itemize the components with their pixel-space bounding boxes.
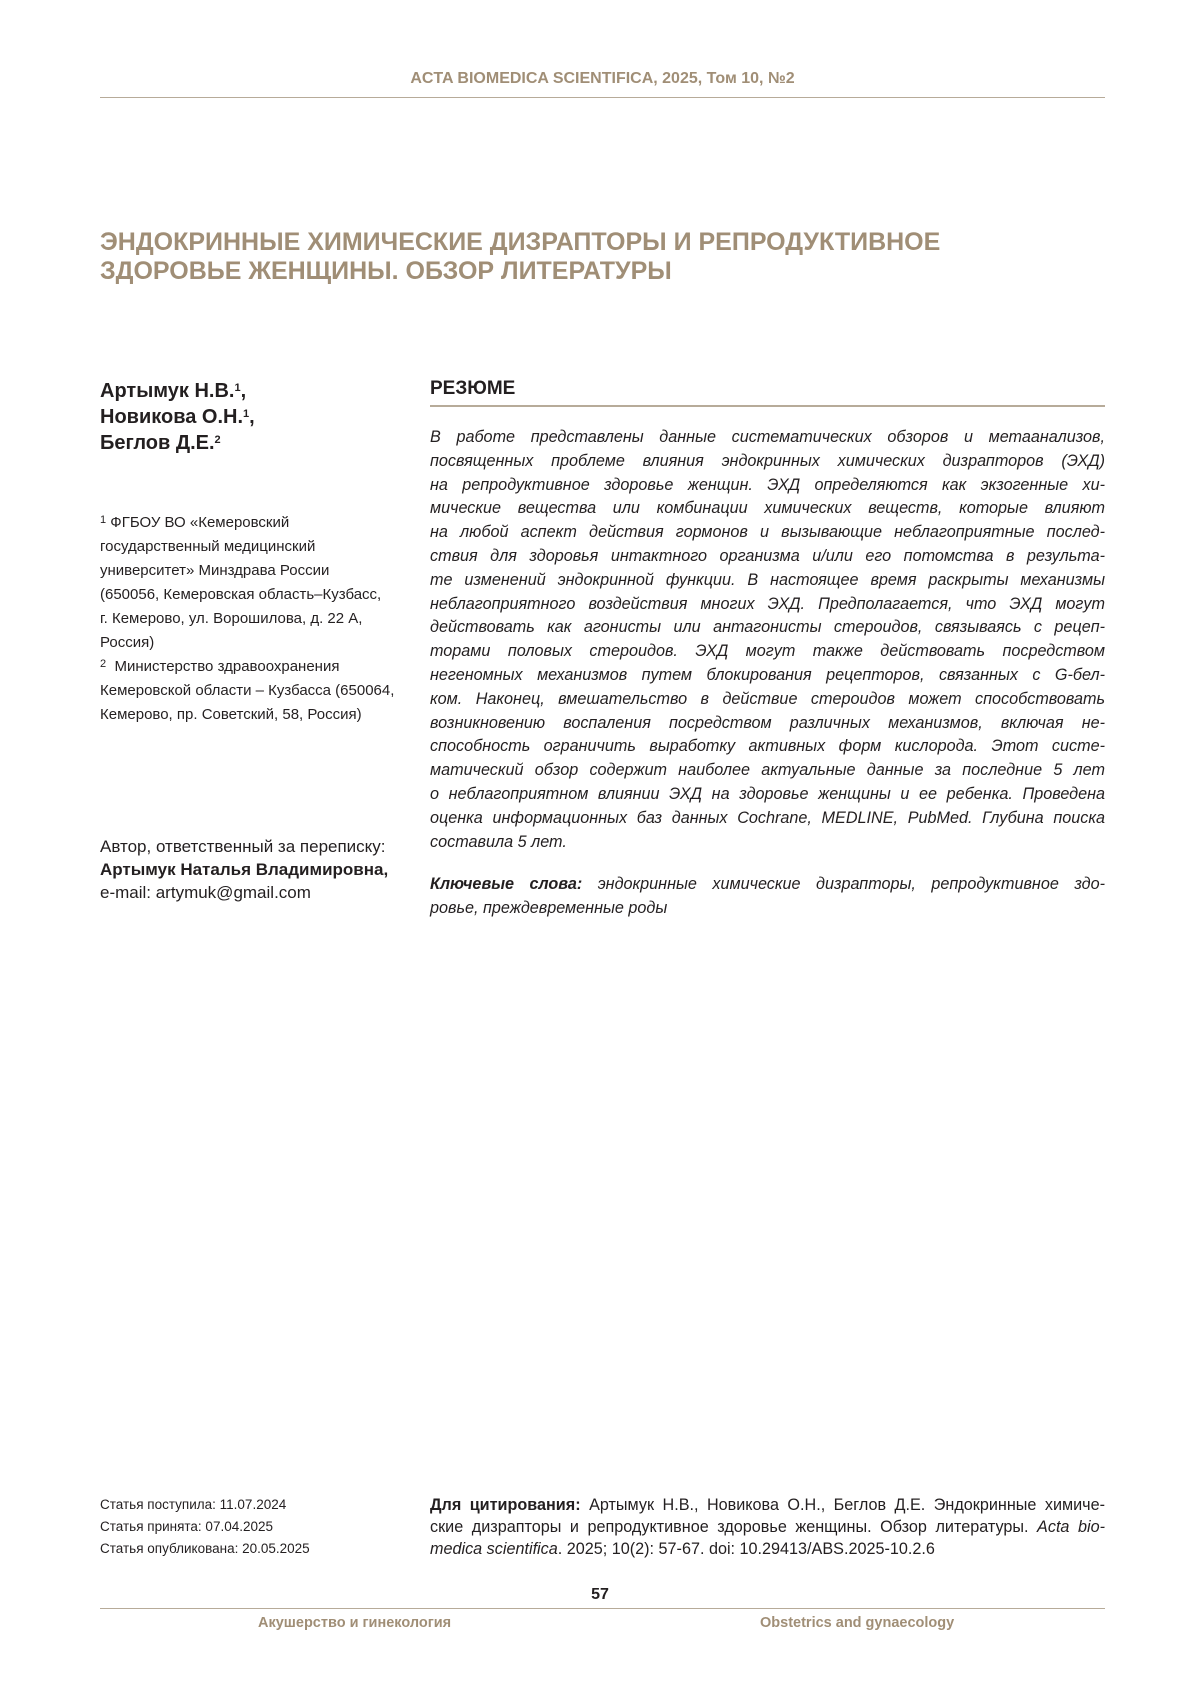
abstract-heading: РЕЗЮМЕ xyxy=(430,378,515,400)
author-list xyxy=(100,378,255,456)
abstract-line: те изменений эндокринной функции. В настоящее время раскрыты механизмы xyxy=(430,569,1105,593)
correspondence-email: e-mail: artymuk@gmail.com xyxy=(100,881,388,904)
abstract-line: ствия для здоровья интактного организма и/или его потомства в результа- xyxy=(430,545,1105,569)
page-number: 57 xyxy=(0,1586,1200,1604)
correspondence xyxy=(100,835,388,904)
abstract-line: способность ограничить выработку активных форм кислорода. Этот систе- xyxy=(430,735,1105,759)
abstract-body xyxy=(430,426,1105,854)
abstract-line: на репродуктивное здоровье женщин. ЭХД определяются как экзогенные хи- xyxy=(430,474,1105,498)
affiliation-line: Россия) xyxy=(100,631,420,655)
affiliation-line: 2 Министерство здравоохранения xyxy=(100,655,420,679)
affiliation-line: университет» Минздрава России xyxy=(100,559,420,583)
abstract-line: ком. Наконец, вмешательство в действие стероидов может способствовать xyxy=(430,688,1105,712)
correspondence-label: Автор, ответственный за переписку: xyxy=(100,835,388,858)
abstract-line: посвященных проблеме влияния эндокринных химических дизрапторов (ЭХД) xyxy=(430,450,1105,474)
keywords xyxy=(430,872,1105,920)
abstract-line: негеномных механизмов путем блокирования рецепторов, связанных с G-бел- xyxy=(430,664,1105,688)
citation-line: ские дизрапторы и репродуктивное здоровье женщины. Обзор литературы. Acta bio- xyxy=(430,1516,1105,1538)
abstract-line: матический обзор содержит наиболее актуальные данные за последние 5 лет xyxy=(430,759,1105,783)
abstract-line: составила 5 лет. xyxy=(430,831,1105,855)
affiliation-line: Кемерово, пр. Советский, 58, Россия) xyxy=(100,703,420,727)
author: Новикова О.Н.1, xyxy=(100,404,255,430)
citation-line: Для цитирования: Артымук Н.В., Новикова О.Н., Беглов Д.Е. Эндокринные химиче- xyxy=(430,1494,1105,1516)
abstract-rule xyxy=(430,405,1105,407)
affiliation-line: 1 ФГБОУ ВО «Кемеровский xyxy=(100,511,420,535)
abstract-line: на любой аспект действия гормонов и вызывающие неблагоприятные послед- xyxy=(430,521,1105,545)
correspondence-name: Артымук Наталья Владимировна, xyxy=(100,858,388,881)
affiliation-line: г. Кемерово, ул. Ворошилова, д. 22 А, xyxy=(100,607,420,631)
footer-section-ru: Акушерство и гинекология xyxy=(258,1615,451,1631)
header-rule xyxy=(100,97,1105,98)
abstract-line: В работе представлены данные систематических обзоров и метаанализов, xyxy=(430,426,1105,450)
affiliation-line: Кемеровской области – Кузбасса (650064, xyxy=(100,679,420,703)
footer-rule xyxy=(100,1608,1105,1609)
author: Беглов Д.Е.2 xyxy=(100,430,255,456)
citation xyxy=(430,1494,1105,1560)
keywords-line: ровье, преждевременные роды xyxy=(430,896,1105,920)
citation-label: Для цитирования: xyxy=(430,1496,581,1514)
title-line: ЗДОРОВЬЕ ЖЕНЩИНЫ. ОБЗОР ЛИТЕРАТУРЫ xyxy=(100,257,1100,286)
affiliations xyxy=(100,511,420,727)
article-title xyxy=(100,228,1100,286)
abstract-line: о неблагоприятном влиянии ЭХД на здоровье женщины и ее ребенка. Проведена xyxy=(430,783,1105,807)
title-line: ЭНДОКРИННЫЕ ХИМИЧЕСКИЕ ДИЗРАПТОРЫ И РЕПРОДУКТИВНОЕ xyxy=(100,228,1100,257)
article-dates xyxy=(100,1494,310,1560)
date-received: Статья поступила: 11.07.2024 xyxy=(100,1494,310,1516)
abstract-line: неблагоприятного воздействия многих ЭХД. Предполагается, что ЭХД могут xyxy=(430,593,1105,617)
affiliation-line: государственный медицинский xyxy=(100,535,420,559)
abstract-line: оценка информационных баз данных Cochrane, MEDLINE, PubMed. Глубина поиска xyxy=(430,807,1105,831)
abstract-line: возникновению воспаления посредством различных механизмов, включая не- xyxy=(430,712,1105,736)
abstract-line: мические вещества или комбинации химических веществ, которые влияют xyxy=(430,497,1105,521)
date-published: Статья опубликована: 20.05.2025 xyxy=(100,1538,310,1560)
journal-header: ACTA BIOMEDICA SCIENTIFICA, 2025, Том 10, №2 xyxy=(100,70,1105,88)
keywords-label: Ключевые слова: xyxy=(430,875,582,893)
author: Артымук Н.В.1, xyxy=(100,378,255,404)
citation-line: medica scientifica. 2025; 10(2): 57-67. doi: 10.29413/ABS.2025-10.2.6 xyxy=(430,1538,1105,1560)
affiliation-line: (650056, Кемеровская область–Кузбасс, xyxy=(100,583,420,607)
footer-section-en: Obstetrics and gynaecology xyxy=(760,1615,954,1631)
abstract-line: торами половых стероидов. ЭХД могут также действовать посредством xyxy=(430,640,1105,664)
date-accepted: Статья принята: 07.04.2025 xyxy=(100,1516,310,1538)
keywords-line: Ключевые слова: эндокринные химические дизрапторы, репродуктивное здо- xyxy=(430,872,1105,896)
abstract-line: действовать как агонисты или антагонисты стероидов, связываясь с рецеп- xyxy=(430,616,1105,640)
